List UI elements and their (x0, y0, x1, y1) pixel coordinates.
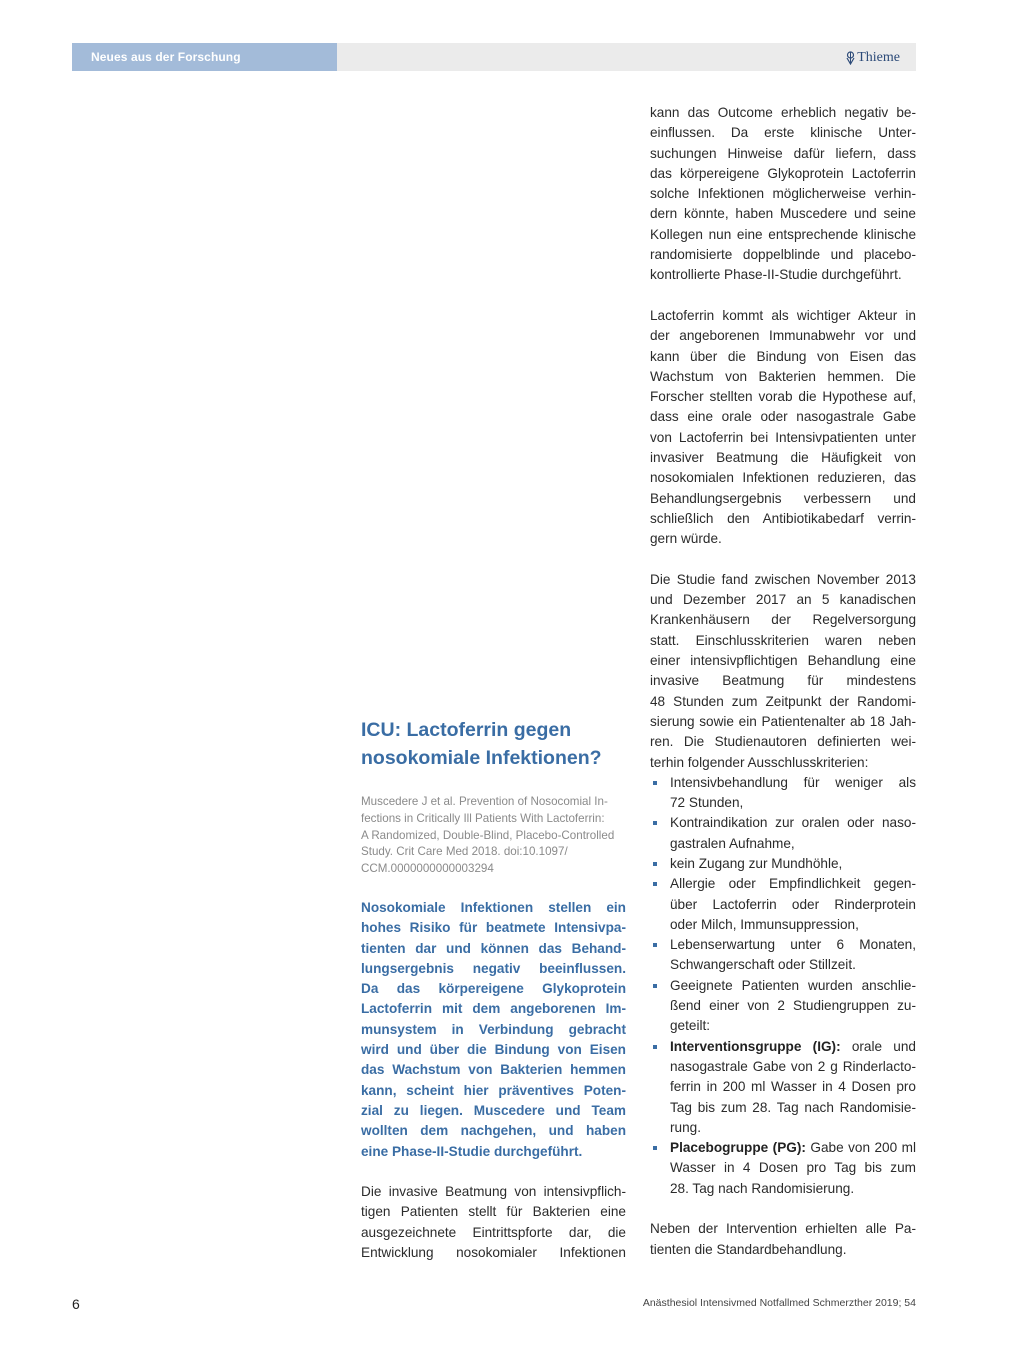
citation (361, 794, 626, 878)
title-line: nosokomiale Infektionen? (361, 747, 602, 769)
citation-line: Study. Crit Care Med 2018. doi:10.1097/ (361, 845, 568, 859)
thieme-crest-icon (845, 51, 856, 65)
body-line: einer intensivpflichtigen Behandlung eine (650, 653, 916, 669)
body-line: dern könnte, haben Muscedere und seine (650, 206, 916, 222)
body-line: tienten die Standardbehandlung. (650, 1241, 847, 1257)
body-line: ren. Die Studienautoren definierten wei- (650, 734, 916, 750)
bullet-marker (653, 781, 657, 785)
body-line: einflussen. Da erste klinische Unter- (650, 125, 916, 141)
citation-line: Muscedere J et al. Prevention of Nosocomial In- (361, 795, 608, 808)
bullet-marker (653, 984, 657, 988)
citation-line: A Randomized, Double-Blind, Placebo-Controlled (361, 828, 615, 842)
body-line: kann das Outcome erheblich negativ be- (650, 105, 916, 120)
body-line: kann über die Bindung von Eisen das (650, 348, 916, 364)
group-label: Interventionsgruppe (IG): (670, 1038, 841, 1054)
publisher-logo (845, 50, 900, 66)
body-paragraph (650, 103, 916, 286)
body-line: und Dezember 2017 an 5 kanadischen (650, 592, 916, 608)
body-line: nosokomialen Infektionen reduzieren, das (650, 470, 916, 486)
body-line: Entwicklung nosokomialer Infektionen (361, 1245, 626, 1261)
body-line: Krankenhäusern der Regelversorgung (650, 612, 916, 628)
body-paragraph (650, 306, 916, 550)
body-line: Wachstum von Bakterien hemmen. Die (650, 368, 916, 384)
list-item-line: Kontraindikation zur oralen oder naso- (670, 815, 916, 831)
body-line: Lactoferrin kommt als wichtiger Akteur in (650, 307, 916, 323)
lead-line: wollten dem nachgehen, und haben (361, 1123, 626, 1139)
list-item-line: ferrin in 200 ml Wasser in 4 Dosen pro (670, 1079, 916, 1095)
list-item-line: rung. (670, 1119, 701, 1135)
list-item-placebo-group (650, 1138, 916, 1199)
body-paragraph (361, 1182, 626, 1263)
criteria-list (650, 773, 916, 1199)
group-label: Placebogruppe (PG): (670, 1140, 806, 1156)
lead-line: das Wachstum von Bakterien hemmen (361, 1062, 626, 1078)
lead-line: zial zu liegen. Muscedere und Team (361, 1102, 626, 1118)
list-item-line: kein Zugang zur Mundhöhle, (670, 855, 843, 871)
body-line: sierung sowie ein Patientenalter ab 18 Jah- (650, 713, 916, 729)
list-item (650, 976, 916, 1037)
body-line: statt. Einschlusskriterien waren neben (650, 632, 916, 648)
list-item-line: gastralen Aufnahme, (670, 835, 795, 851)
list-item-text: Gabe von 200 ml (805, 1140, 916, 1156)
article-intro-column (361, 716, 626, 1263)
body-line: solche Infektionen möglicherweise verhin- (650, 186, 916, 202)
title-line: ICU: Lactoferrin gegen (361, 719, 572, 741)
bullet-marker (653, 943, 657, 947)
publisher-name: Thieme (857, 50, 900, 65)
body-line: Neben der Intervention erhielten alle Pa- (650, 1221, 916, 1237)
body-line: Die Studie fand zwischen November 2013 (650, 571, 916, 587)
list-item (650, 813, 916, 854)
body-line: Behandlungsergebnis verbessern und (650, 490, 916, 506)
body-line: Forscher stellten vorab die Hypothese auf, (650, 389, 916, 405)
body-line: terhin folgender Ausschlusskriterien: (650, 754, 869, 770)
bullet-marker (653, 1146, 657, 1150)
body-paragraph (650, 570, 916, 773)
list-item (650, 935, 916, 976)
citation-line: fections in Critically Ill Patients With Lactoferrin: (361, 811, 605, 825)
page-number: 6 (72, 1296, 80, 1312)
list-item-line: Intensivbehandlung für weniger als (670, 774, 916, 790)
list-item-line: über Lactoferrin oder Rinderprotein (670, 896, 916, 912)
body-line: von Lactoferrin bei Intensivpatienten unter (650, 429, 916, 445)
list-item-line: Lebenserwartung unter 6 Monaten, (670, 937, 916, 953)
lead-line: munsystem in Verbindung gebracht (361, 1021, 626, 1037)
body-line: kontrollierte Phase-II-Studie durchgeführt. (650, 267, 902, 283)
lead-line: Lactoferrin mit dem angeborenen Im- (361, 1001, 626, 1017)
lead-line: tienten dar und können das Behand- (361, 940, 626, 956)
list-item (650, 874, 916, 935)
list-item-line: geteilt: (670, 1018, 711, 1034)
body-line: ausgezeichnete Eintrittspforte dar, die (361, 1224, 626, 1240)
list-item-line: Tag bis zum 28. Tag nach Randomisie- (670, 1099, 916, 1115)
section-header-bar (72, 43, 337, 71)
list-item-line: nasogastrale Gabe von 2 g Rinderlacto- (670, 1058, 916, 1074)
lead-line: hohes Risiko für beatmete Intensivpa- (361, 920, 626, 936)
list-item-line: Allergie oder Empfindlichkeit gegen- (670, 876, 916, 892)
list-item-line: 28. Tag nach Randomisierung. (670, 1180, 855, 1196)
bullet-marker (653, 862, 657, 866)
bullet-marker (653, 1045, 657, 1049)
list-item-line: 72 Stunden, (670, 795, 744, 811)
bullet-marker (653, 882, 657, 886)
citation-line: CCM.0000000000003294 (361, 862, 494, 876)
body-line: invasiver Beatmung die Häufigkeit von (650, 450, 916, 466)
lead-line: kann, scheint hier präventives Poten- (361, 1082, 626, 1098)
body-line: Die invasive Beatmung von intensivpflich- (361, 1184, 626, 1200)
lead-line: Nosokomiale Infektionen stellen ein (361, 899, 626, 915)
section-label: Neues aus der Forschung (91, 50, 241, 64)
header-bar (337, 43, 916, 71)
body-line: dass eine orale oder nasogastrale Gabe (650, 409, 916, 425)
body-line: Kollegen nun eine entsprechende klinische (650, 226, 916, 242)
lead-paragraph (361, 898, 626, 1162)
list-item-line: Geeignete Patienten wurden anschlie- (670, 977, 916, 993)
bullet-marker (653, 821, 657, 825)
lead-line: lungsergebnis negativ beeinflussen. (361, 960, 626, 976)
list-item-line (670, 1037, 916, 1057)
body-line: der angeborenen Immunabwehr vor und (650, 328, 916, 344)
article-title (361, 716, 626, 772)
body-line: schließlich den Antibiotikabedarf verrin- (650, 510, 916, 526)
lead-line: wird und über die Bindung von Eisen (361, 1042, 626, 1058)
list-item-line: Schwangerschaft oder Stillzeit. (670, 957, 856, 973)
list-item (650, 773, 916, 814)
journal-reference: Anästhesiol Intensivmed Notfallmed Schmerzther 2019; 54 (642, 1297, 916, 1309)
list-item-line: Wasser in 4 Dosen pro Tag bis zum (670, 1160, 916, 1176)
body-line: 48 Stunden zum Zeitpunkt der Randomi- (650, 693, 916, 709)
list-item-line (670, 1138, 916, 1158)
list-item-line: oder Milch, Immunsuppression, (670, 916, 859, 932)
lead-line: Da das körpereigene Glykoprotein (361, 981, 626, 997)
lead-line: eine Phase-II-Studie durchgeführt. (361, 1143, 583, 1159)
body-line: suchungen Hinweise dafür liefern, dass (650, 145, 916, 161)
body-line: das körpereigene Glykoprotein Lactoferrin (650, 165, 916, 181)
list-item (650, 854, 916, 874)
body-line: invasive Beatmung für mindestens (650, 673, 916, 689)
body-line: gern würde. (650, 531, 722, 547)
list-item-text: orale und (840, 1038, 916, 1054)
body-line: randomisierte doppelblinde und placebo- (650, 247, 916, 263)
list-item-line: ßend einer von 2 Studiengruppen zu- (670, 998, 916, 1014)
body-line: tigen Patienten stellt für Bakterien eine (361, 1204, 626, 1220)
list-item-intervention-group (650, 1037, 916, 1138)
article-body-column (650, 103, 916, 1260)
body-paragraph (650, 1219, 916, 1260)
